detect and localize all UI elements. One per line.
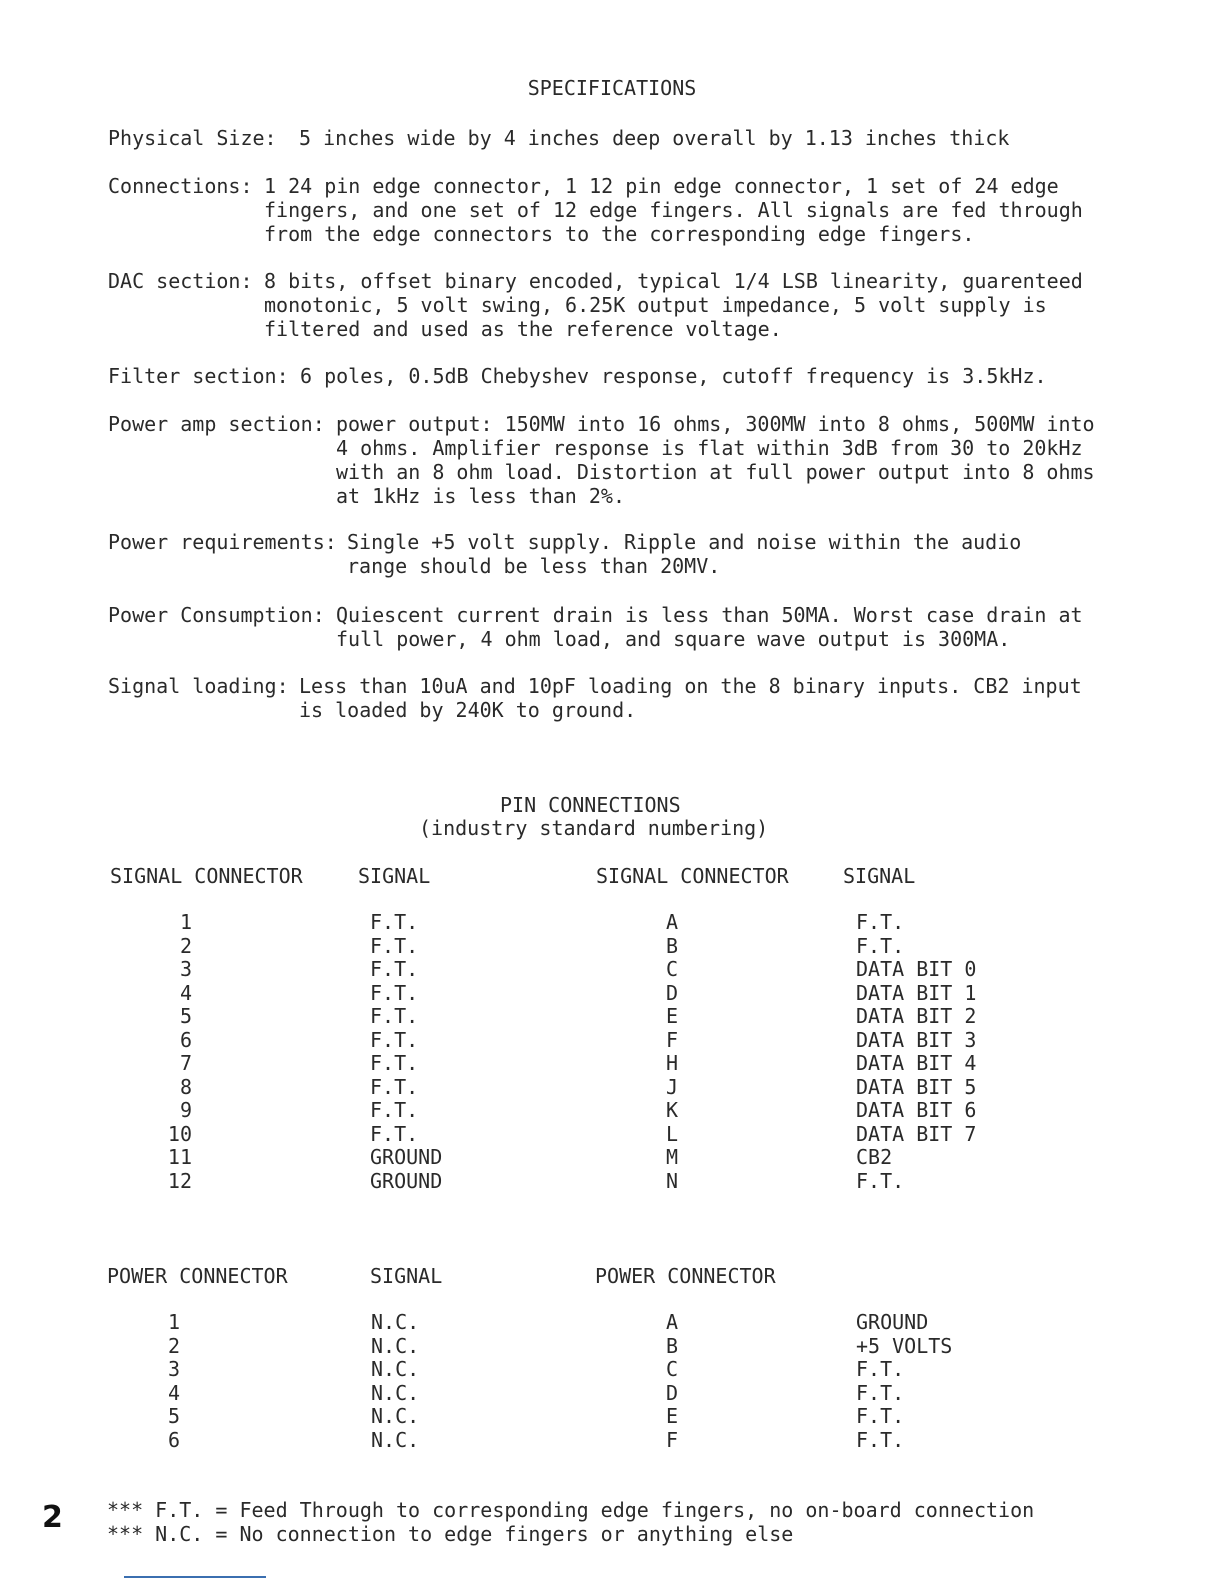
table-cell: F (666, 1427, 679, 1452)
table-cell: 1 (179, 910, 192, 934)
table-cell: F (666, 1027, 679, 1052)
spec-text: Quiescent current drain is less than 50MA. Worst case drain at full power, 4 ohm load, and square wave output is 300MA. (336, 603, 1083, 651)
table-cell: D (666, 1380, 679, 1405)
table-cell: F.T. (370, 1004, 419, 1028)
spec-text: Single +5 volt supply. Ripple and noise within the audio range should be less than 20MV. (347, 530, 1022, 578)
spec-text: power output: 150MW into 16 ohms, 300MW into 8 ohms, 500MW into 4 ohms. Amplifier response is flat within 3dB from 30 to 20kHz with an 8 ohm load. Distortion at full power output into 8 ohms at 1kHz is less than 2%. (336, 412, 1095, 508)
table-cell: F.T. (856, 933, 905, 958)
footnotes (107, 1499, 1034, 1546)
table-cell: 5 (167, 1404, 180, 1428)
table-cell: 1 (167, 1310, 180, 1334)
table-cell: N.C. (371, 1404, 420, 1428)
pin-connections-title: PIN CONNECTIONS (500, 793, 681, 817)
table-cell: N.C. (371, 1380, 420, 1405)
table-cell: F.T. (856, 1380, 905, 1405)
table-cell: 9 (179, 1098, 192, 1122)
table-cell: DATA BIT 0 (856, 957, 977, 981)
table-cell: DATA BIT 1 (856, 980, 977, 1005)
table-cell: 2 (167, 1333, 180, 1358)
table-cell: N.C. (371, 1357, 420, 1381)
table-cell: N.C. (371, 1333, 420, 1358)
table-cell: DATA BIT 3 (856, 1027, 977, 1052)
table-cell: F.T. (370, 1074, 419, 1099)
table-cell: 7 (179, 1051, 192, 1075)
table-cell: D (666, 980, 679, 1005)
table-cell: E (666, 1004, 679, 1028)
specifications-title: SPECIFICATIONS (527, 76, 697, 100)
table-header: POWER CONNECTOR (595, 1264, 776, 1288)
table-cell: F.T. (856, 1357, 905, 1381)
table-cell: DATA BIT 5 (856, 1074, 977, 1099)
table-cell: 12 (167, 1168, 192, 1193)
table-cell: L (666, 1121, 679, 1146)
table-cell: CB2 (856, 1145, 893, 1169)
table-cell: +5 VOLTS (856, 1333, 953, 1358)
spec-label: Filter section: (108, 364, 289, 388)
table-cell: DATA BIT 2 (856, 1004, 977, 1028)
table-cell: F.T. (856, 910, 905, 934)
table-cell: F.T. (370, 980, 419, 1005)
spec-label: DAC section: (108, 269, 253, 293)
table-cell: F.T. (856, 1168, 905, 1193)
footnote-nc: *** N.C. = No connection to edge fingers or anything else (107, 1521, 794, 1546)
table-cell: E (666, 1404, 679, 1428)
table-cell: B (666, 933, 679, 958)
spec-label: Power amp section: (108, 412, 325, 436)
table-header: SIGNAL CONNECTOR (110, 864, 303, 888)
table-header: POWER CONNECTOR (107, 1264, 288, 1288)
power-left-pins (150, 1311, 180, 1452)
table-cell: F.T. (370, 1121, 419, 1146)
table-cell: 6 (167, 1427, 180, 1452)
spec-text: 6 poles, 0.5dB Chebyshev response, cutoff frequency is 3.5kHz. (300, 364, 1047, 388)
table-cell: 3 (179, 957, 192, 981)
table-cell: F.T. (370, 1027, 419, 1052)
signal-right-signals (856, 911, 976, 1193)
table-cell: 8 (179, 1074, 192, 1099)
signal-right-pins (666, 911, 678, 1193)
table-cell: GROUND (370, 1168, 443, 1193)
table-cell: C (666, 957, 679, 981)
power-right-pins (666, 1311, 678, 1452)
table-cell: F.T. (856, 1404, 905, 1428)
table-header: SIGNAL (843, 864, 916, 888)
table-cell: GROUND (370, 1145, 443, 1169)
spec-text: 1 24 pin edge connector, 1 12 pin edge connector, 1 set of 24 edge fingers, and one set of 12 edge fingers. All signals are fed through from the edge connectors to the corresponding edge fingers. (264, 174, 1083, 246)
table-header: SIGNAL (370, 1264, 443, 1288)
table-cell: 11 (167, 1145, 192, 1169)
table-cell: 2 (179, 933, 192, 958)
table-cell: DATA BIT 7 (856, 1121, 977, 1146)
table-cell: DATA BIT 6 (856, 1098, 977, 1122)
table-cell: F.T. (370, 933, 419, 958)
table-cell: F.T. (370, 910, 419, 934)
spec-text: 5 inches wide by 4 inches deep overall by 1.13 inches thick (299, 126, 1010, 150)
table-cell: GROUND (856, 1310, 929, 1334)
table-cell: F.T. (370, 957, 419, 981)
power-right-signals (856, 1311, 952, 1452)
table-header: SIGNAL (358, 864, 431, 888)
pin-connections-subtitle: (industry standard numbering) (419, 816, 769, 840)
table-cell: F.T. (370, 1051, 419, 1075)
signal-left-signals (370, 911, 442, 1193)
table-cell: F.T. (856, 1427, 905, 1452)
table-cell: A (666, 910, 679, 934)
table-cell: J (666, 1074, 679, 1099)
table-cell: DATA BIT 4 (856, 1051, 977, 1075)
page-number: 2 (42, 1500, 63, 1535)
table-cell: 10 (167, 1121, 192, 1146)
spec-label: Signal loading: (108, 674, 289, 698)
table-cell: N (666, 1168, 679, 1193)
table-cell: A (666, 1310, 679, 1334)
table-cell: N.C. (371, 1310, 420, 1334)
table-cell: M (666, 1145, 679, 1169)
table-cell: K (666, 1098, 679, 1122)
table-cell: 6 (179, 1027, 192, 1052)
footnote-ft: *** F.T. = Feed Through to corresponding edge fingers, no on-board connection (107, 1498, 1035, 1522)
signal-left-pins (150, 911, 192, 1193)
table-cell: 5 (179, 1004, 192, 1028)
table-cell: C (666, 1357, 679, 1381)
spec-text: 8 bits, offset binary encoded, typical 1/4 LSB linearity, guarenteed monotonic, 5 volt swing, 6.25K output impedance, 5 volt supply is filtered and used as the reference voltage. (264, 269, 1083, 341)
spec-label: Power Consumption: (108, 603, 325, 627)
table-cell: 4 (179, 980, 192, 1005)
table-cell: H (666, 1051, 679, 1075)
table-cell: F.T. (370, 1098, 419, 1122)
table-cell: N.C. (371, 1427, 420, 1452)
spec-label: Physical Size: (108, 126, 277, 150)
power-left-signals (371, 1311, 419, 1452)
table-cell: 3 (167, 1357, 180, 1381)
spec-label: Power requirements: (108, 530, 337, 554)
footer-rule (124, 1576, 266, 1578)
spec-label: Connections: (108, 174, 253, 198)
table-cell: 4 (167, 1380, 180, 1405)
table-header: SIGNAL CONNECTOR (596, 864, 789, 888)
spec-text: Less than 10uA and 10pF loading on the 8 binary inputs. CB2 input is loaded by 240K to ground. (299, 674, 1082, 722)
table-cell: B (666, 1333, 679, 1358)
